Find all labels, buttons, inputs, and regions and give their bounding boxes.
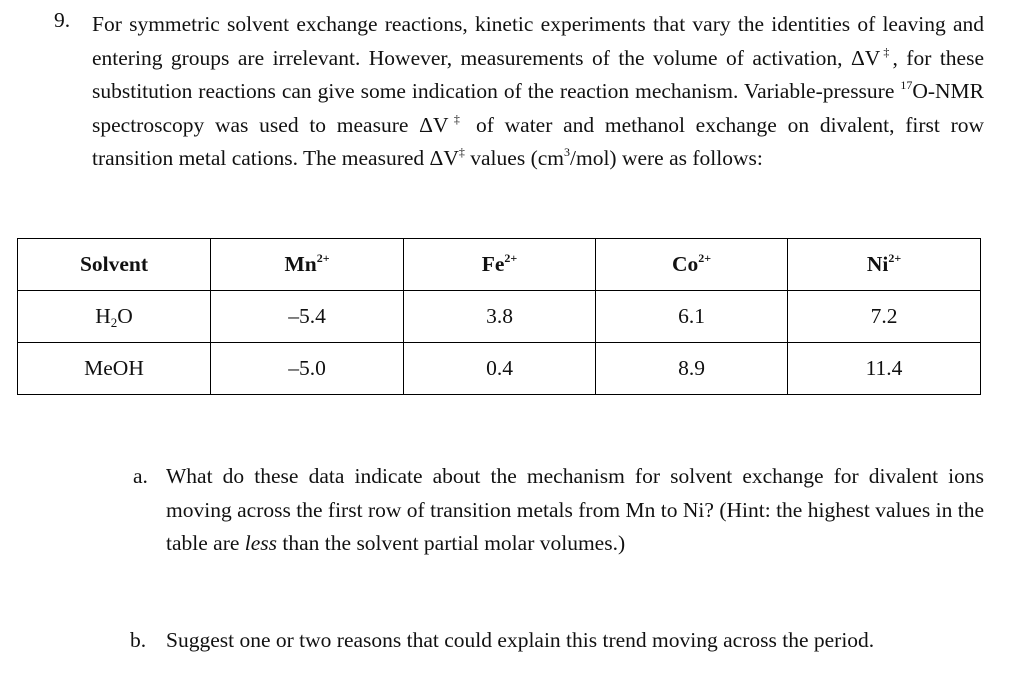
header-ni-charge: 2+ (888, 251, 902, 265)
header-fe (404, 239, 596, 291)
header-fe-symbol: Fe (481, 252, 505, 276)
question-text-seg1: For symmetric solvent exchange reactions, kinetic experiments that vary the identities of leaving and entering groups are irrelevant. However, measurements of the volume of activation, ΔV (92, 12, 984, 70)
question-number: 9. (54, 8, 71, 32)
cell-meoh-co: 8.9 (596, 343, 788, 395)
question-text-seg6: /mol) were as follows: (570, 146, 763, 170)
water-subscript: 2 (110, 315, 118, 330)
header-co-charge: 2+ (698, 251, 712, 265)
header-mn (211, 239, 404, 291)
cell-solvent-methanol: MeOH (18, 343, 211, 395)
cell-water-mn: –5.4 (211, 291, 404, 343)
question-text-seg2: , for these substitution reactions can give some indication of the reaction mechanism. Variable-pressure (92, 45, 984, 103)
part-a-emphasis: less (244, 531, 278, 555)
water-h: H (95, 304, 111, 328)
part-b-text: Suggest one or two reasons that could explain this trend moving across the period. (166, 628, 875, 652)
table-header-row (18, 239, 981, 291)
cell-water-ni: 7.2 (788, 291, 981, 343)
part-a-letter: a. (133, 464, 148, 488)
question-text-seg3: O-NMR spectroscopy was used to measure ΔV (92, 79, 984, 137)
cube-superscript: 3 (564, 145, 570, 159)
header-ni-symbol: Ni (866, 252, 889, 276)
header-co-symbol: Co (671, 252, 699, 276)
double-dagger-3: ‡ (458, 145, 465, 159)
double-dagger-1: ‡ (880, 44, 893, 59)
part-a-text-2: than the solvent partial molar volumes.) (277, 531, 626, 555)
part-a-text-1: What do these data indicate about the mechanism for solvent exchange for divalent ions moving across the first row of transition metals from Mn to Ni? (Hint: the highest values in the table are (166, 464, 984, 555)
cell-water-co: 6.1 (596, 291, 788, 343)
header-ni (788, 239, 981, 291)
part-a-text (166, 460, 984, 561)
table-row (18, 291, 981, 343)
question-text-seg5: values (cm (464, 146, 564, 170)
header-fe-charge: 2+ (504, 251, 518, 265)
double-dagger-2: ‡ (448, 111, 466, 126)
header-mn-charge: 2+ (316, 251, 330, 265)
question-text (92, 8, 984, 176)
activation-volume-table (17, 238, 981, 395)
part-b-letter: b. (130, 628, 147, 652)
table-row (18, 343, 981, 395)
cell-meoh-fe: 0.4 (404, 343, 596, 395)
water-o: O (117, 304, 133, 328)
cell-water-fe: 3.8 (404, 291, 596, 343)
header-solvent: Solvent (18, 239, 211, 291)
header-mn-symbol: Mn (284, 252, 317, 276)
cell-meoh-ni: 11.4 (788, 343, 981, 395)
cell-solvent-water (18, 291, 211, 343)
isotope-superscript: 17 (900, 78, 913, 92)
header-co (596, 239, 788, 291)
question-text-seg4: of water and methanol exchange on divalent, first row transition metal cations. The measured ΔV (92, 112, 985, 170)
cell-meoh-mn: –5.0 (211, 343, 404, 395)
